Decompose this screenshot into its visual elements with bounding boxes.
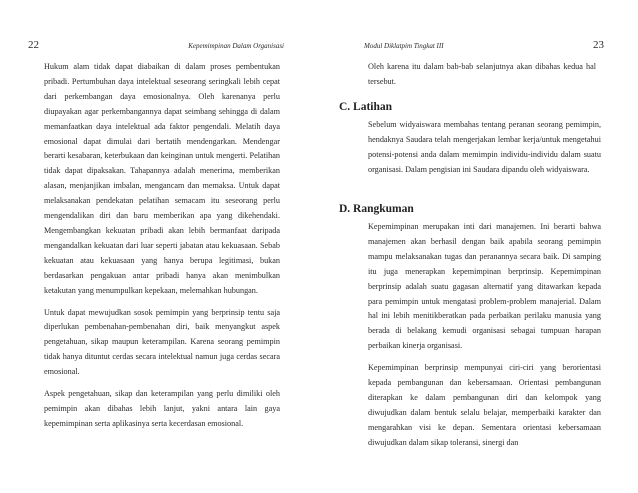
page-number-right: 23	[593, 39, 604, 51]
section-body	[368, 220, 601, 451]
left-page-body	[44, 60, 280, 432]
paragraph: Sebelum widyaiswara membahas tentang peranan seorang pemimpin, hendaknya Saudara telah mengerjakan lembar kerja/untuk mengetahui potensi-potensi anda dalam memimpin individu-individu dalam suatu organisasi. Dalam pengisian ini Saudara dipandu oleh widyaiswara.	[368, 120, 601, 174]
running-header-right: Modul Diklatpim Tingkat III	[364, 42, 444, 50]
section-rangkuman	[339, 203, 601, 451]
section-title: D. Rangkuman	[339, 203, 414, 215]
running-header-left: Kepemimpinan Dalam Organisasi	[188, 42, 284, 50]
paragraph: Kepemimpinan berprinsip mempunyai ciri-ciri yang berorientasi kepada pembangunan dan kebersamaan. Orientasi pembangunan diterapkan ke dalam pembangunan diri dan kelompok yang diwujudkan dalam bentuk selalu belajar, memperbaiki karakter dan mengarahkan visi ke depan. Sementara orientasi kebersamaan diwujudkan dalam sikap toleransi, sinergi dan	[368, 363, 601, 447]
section-body	[368, 118, 601, 178]
right-page	[319, 0, 638, 493]
paragraph: Oleh karena itu dalam bab-bab selanjutnya akan dibahas kedua hal tersebut.	[368, 62, 596, 86]
intro-text	[368, 60, 596, 90]
paragraph: Untuk dapat mewujudkan sosok pemimpin yang berprinsip tentu saja diperlukan pembenahan-pembenahan diri, baik menyangkut aspek pengetahuan, sikap maupun keterampilan. Karena seorang pemimpin tidak hanya dituntut cerdas secara intelektual namun juga cerdas secara emosional.	[44, 307, 280, 377]
section-latihan	[339, 101, 601, 178]
paragraph: Hukum alam tidak dapat diabaikan di dalam proses pembentukan pribadi. Pertumbuhan daya intelektual seseorang seringkali lebih cepat dari perkembangan daya emosionalnya. Oleh karenanya perlu diupayakan agar perkembangannya dapat seimbang sehingga di dalam memanfaatkan daya intelektual ada faktor pengendali. Melatih daya emosional dapat dimulai dari bertatih mendengarkan. Mendengar berarti kesabaran, keterbukaan dan keinginan untuk mengerti. Pelatihan tidak dapat dipaksakan. Tahapannya adalah menerima, memberikan alasan, menjanjikan imbalan, mengancam dan memaksa. Untuk dapat melaksanakan pendekatan pelatihan semacam itu seseorang perlu mengendalikan diri dan baru memberikan apa yang dikehendaki. Mengembangkan kekuatan pribadi akan lebih bermanfaat daripada mengandalkan kekuatan dari luar seperti jabatan atau kekuasaan. Sebab kekuatan atau kekuasaan yang hanya berupa legitimasi, bukan berdasarkan pengakuan antar pribadi hanya akan menimbulkan ketakutan yang menumpulkan kepekaan, melemahkan hubungan.	[44, 62, 280, 295]
section-title: C. Latihan	[339, 101, 393, 113]
paragraph: Kepemimpinan merupakan inti dari manajemen. Ini berarti bahwa manajemen akan berhasil dengan baik apabila seorang pemimpin mampu melaksanakan tugas dan peranannya secara baik. Di samping itu juga menerapkan kepemimpinan berprinsip. Kepemimpinan berprinsip adalah suatu gagasan alternatif yang ditawarkan kepada para pemimpin untuk mengatasi problem-problem manajerial. Dalam hal ini lebih menitikberatkan pada perbaikan perilaku manusia yang berada di belakang kemudi organisasi sebagai tumpuan harapan perbaikan kinerja organisasi.	[368, 222, 601, 351]
paragraph: Aspek pengetahuan, sikap dan keterampilan yang perlu dimiliki oleh pemimpin akan dibahas lebih lanjut, yakni antara lain gaya kepemimpinan serta aplikasinya serta kecerdasan emosional.	[44, 389, 280, 428]
page-number-left: 22	[28, 39, 39, 51]
